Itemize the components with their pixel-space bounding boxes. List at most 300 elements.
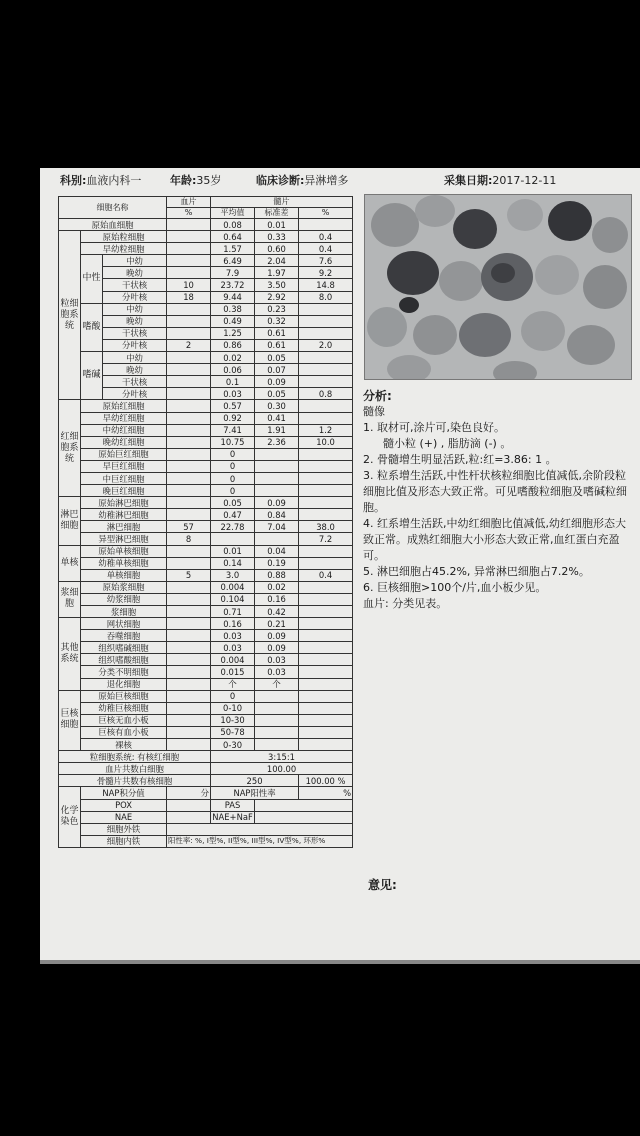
cell-pct [299,557,353,569]
cell-mean: 22.78 [211,521,255,533]
analysis-line: 2. 骨髓增生明显活跃,粒:红=3.86: 1 。 [363,453,557,466]
cell-mean: 0 [211,485,255,497]
cell-blood [167,509,211,521]
page-edge [40,960,640,964]
cell-pct [299,460,353,472]
cell-blood [167,364,211,376]
cell-pct [299,219,353,231]
cell-mean: 0.02 [211,352,255,364]
table-row [59,472,353,484]
cell-name: 分类不明细胞 [81,666,167,678]
cell-blood [167,400,211,412]
analysis-line: 血片: 分类见表。 [363,597,448,610]
cell-sd: 0.16 [255,593,299,605]
cell-name: 异型淋巴细胞 [81,533,167,545]
cell-mean: 0-10 [211,702,255,714]
cell-name: 早幼红细胞 [81,412,167,424]
cell-pct [299,654,353,666]
cell-blood [167,219,211,231]
cell-sd: 0.07 [255,364,299,376]
cell-sd [255,533,299,545]
cell-count-table [58,196,353,848]
cell-blood [167,315,211,327]
cell-mean: 0.03 [211,630,255,642]
cell-mean: 3.0 [211,569,255,581]
cell-blood [167,497,211,509]
cell-mean: 0.57 [211,400,255,412]
cell-sd: 0.23 [255,303,299,315]
cell-name: 中幼 [103,255,167,267]
analysis-section [363,388,635,612]
cell-pct [299,412,353,424]
col-pct: % [167,208,211,219]
cell-sd: 7.04 [255,521,299,533]
cell-pct [299,352,353,364]
analysis-line: 4. 红系增生活跃,中幼红细胞比值减低,幼红细胞形态大致正常。成熟红细胞大小形态大致正常,血红蛋白充盈可。 [363,517,626,562]
cell-mean: 10-30 [211,714,255,726]
table-row [59,279,353,291]
table-row [59,702,353,714]
cell-pct: 2.0 [299,339,353,351]
col-sd: 标准差 [255,208,299,219]
table-row [59,545,353,557]
table-row [59,388,353,400]
cell-sd: 0.05 [255,352,299,364]
cell-mean: 0.004 [211,654,255,666]
analysis-line: 3. 粒系增生活跃,中性杆状核粒细胞比值减低,余阶段粒细胞比值及形态大致正常。可见嗜酸粒细胞及嗜碱粒细胞。 [363,469,627,514]
cell-pct [299,472,353,484]
cell-blood: 2 [167,339,211,351]
cell-blood: 57 [167,521,211,533]
cell-blood [167,243,211,255]
cell-mean: 0.06 [211,364,255,376]
cell-sd: 1.97 [255,267,299,279]
cell-mean: 0.03 [211,388,255,400]
cell-blood [167,327,211,339]
table-row [59,412,353,424]
cell-name: 干状核 [103,376,167,388]
outer-iron-row: 细胞外铁 [59,823,353,835]
cell-blood [167,666,211,678]
cell-pct [299,400,353,412]
nae-row: NAE NAE+NaF [59,811,353,823]
cell-sd: 0.09 [255,642,299,654]
cell-pct: 0.4 [299,569,353,581]
cell-blood [167,630,211,642]
cell-pct [299,545,353,557]
table-row [59,618,353,630]
group-label: 巨核细胞 [59,690,81,750]
cell-blood [167,739,211,751]
cell-blood [167,581,211,593]
cell-pct: 38.0 [299,521,353,533]
table-row [59,424,353,436]
cell-pct: 14.8 [299,279,353,291]
cell-name: 中幼 [103,352,167,364]
cell-blood [167,231,211,243]
cell-pct [299,593,353,605]
cell-pct [299,581,353,593]
cell-blood [167,376,211,388]
cell-pct [299,497,353,509]
cell-mean: 0.47 [211,509,255,521]
cell-name: 组织嗜碱细胞 [81,642,167,654]
cell-mean: 个 [211,678,255,690]
cell-blood: 18 [167,291,211,303]
cell-pct [299,739,353,751]
analysis-line: 5. 淋巴细胞占45.2%, 异常淋巴细胞占7.2%。 [363,565,590,578]
cell-blood [167,255,211,267]
cell-sd: 0.21 [255,618,299,630]
diagnosis: 临床诊断:异淋增多 [256,174,349,187]
cell-pct [299,327,353,339]
cell-pct [299,315,353,327]
table-row [59,666,353,678]
cell-sd [255,714,299,726]
table-row [59,739,353,751]
table-row [59,630,353,642]
cell-sd: 0.33 [255,231,299,243]
table-row [59,521,353,533]
microscope-photo [364,194,632,380]
inner-iron-row: 细胞内铁 阳性率: %, I型%, II型%, III型%, IV型%, 环形% [59,835,353,847]
report-header [40,168,640,190]
cell-pct: 0.4 [299,231,353,243]
cell-pct [299,678,353,690]
table-row [59,569,353,581]
cell-mean: 0 [211,690,255,702]
table-row [59,593,353,605]
cell-blood [167,726,211,738]
cell-mean: 50-78 [211,726,255,738]
group-label: 单核 [59,545,81,581]
cell-blood [167,690,211,702]
table-row [59,654,353,666]
cell-pct: 9.2 [299,267,353,279]
cell-name: 组织嗜酸细胞 [81,654,167,666]
cell-blood [167,352,211,364]
col-marrow: 髓片 [211,197,353,208]
cell-sd: 0.09 [255,497,299,509]
cell-blood [167,618,211,630]
cell-blood [167,557,211,569]
cell-sd: 0.88 [255,569,299,581]
cell-mean: 0 [211,460,255,472]
cell-mean: 0.86 [211,339,255,351]
cell-pct [299,303,353,315]
cell-pct: 1.2 [299,424,353,436]
cell-name: 原始巨核细胞 [81,690,167,702]
cell-blood [167,460,211,472]
table-row [59,726,353,738]
cell-sd: 0.19 [255,557,299,569]
dept: 科别:血液内科一 [60,174,142,187]
table-row [59,267,353,279]
cell-pct: 7.2 [299,533,353,545]
table-row [59,436,353,448]
cell-mean: 0.05 [211,497,255,509]
ratio-row: 粒细胞系统: 有核红细胞 3:15:1 [59,751,353,763]
marrow-total-row: 骨髓片共数有核细胞 250 100.00 % [59,775,353,787]
cell-name: 原始粒细胞 [81,231,167,243]
cell-mean: 0.38 [211,303,255,315]
cell-mean [211,533,255,545]
cell-sd: 0.42 [255,606,299,618]
blood-total-row: 血片共数白细胞 100.00 [59,763,353,775]
cell-pct [299,630,353,642]
cell-pct [299,448,353,460]
analysis-title: 分析: [363,389,392,403]
cell-name: 原始淋巴细胞 [81,497,167,509]
cell-pct [299,702,353,714]
cell-sd: 0.03 [255,666,299,678]
cell-mean: 0.015 [211,666,255,678]
cell-name: 晚幼 [103,364,167,376]
table-row [59,606,353,618]
table-row [59,485,353,497]
cell-mean: 0.01 [211,545,255,557]
cell-pct [299,509,353,521]
cell-mean: 1.57 [211,243,255,255]
cell-mean: 0.16 [211,618,255,630]
cell-sd [255,690,299,702]
cell-mean: 1.25 [211,327,255,339]
cell-name: 巨核无血小板 [81,714,167,726]
cell-pct [299,364,353,376]
cell-sd [255,485,299,497]
cell-name: 巨核有血小板 [81,726,167,738]
cell-pct [299,726,353,738]
table-row [59,255,353,267]
cell-name: 网状细胞 [81,618,167,630]
cell-blood [167,714,211,726]
cell-pct: 0.8 [299,388,353,400]
cell-blood [167,303,211,315]
table-row [59,400,353,412]
cell-sd: 0.84 [255,509,299,521]
cell-mean: 9.44 [211,291,255,303]
cell-name: 原始巨红细胞 [81,448,167,460]
cell-sd: 0.05 [255,388,299,400]
cell-blood [167,436,211,448]
cell-sd [255,448,299,460]
cell-sd: 0.32 [255,315,299,327]
cell-pct: 8.0 [299,291,353,303]
cell-name: 退化细胞 [81,678,167,690]
table-row [59,581,353,593]
age: 年龄:35岁 [170,174,222,187]
cell-sd [255,460,299,472]
cell-name: 分叶核 [103,339,167,351]
cell-name: 原始单核细胞 [81,545,167,557]
cell-pct [299,642,353,654]
col-blood: 血片 [167,197,211,208]
cell-mean: 0.49 [211,315,255,327]
cell-mean: 0-30 [211,739,255,751]
table-row [59,315,353,327]
cell-blood: 10 [167,279,211,291]
cell-mean: 0.08 [211,219,255,231]
table-row [59,509,353,521]
table-header [59,197,353,208]
cell-sd [255,739,299,751]
cell-mean: 0.14 [211,557,255,569]
group-label: 淋巴细胞 [59,497,81,545]
cell-name: 晚幼 [103,315,167,327]
cell-blood [167,593,211,605]
cell-blood: 5 [167,569,211,581]
cell-name: 幼稚单核细胞 [81,557,167,569]
cell-sd: 0.61 [255,327,299,339]
cell-sd: 2.92 [255,291,299,303]
cell-pct [299,714,353,726]
cell-sd: 3.50 [255,279,299,291]
cell-sd: 0.30 [255,400,299,412]
cell-blood [167,642,211,654]
table-row [59,352,353,364]
group-label: 其他系统 [59,618,81,691]
cell-name: 裸核 [81,739,167,751]
cell-mean: 0.64 [211,231,255,243]
cell-name: 晚幼 [103,267,167,279]
cell-blood [167,606,211,618]
opinion-label: 意见: [368,878,397,892]
cell-blood [167,485,211,497]
col-mean: 平均值 [211,208,255,219]
table-row [59,497,353,509]
cell-mean: 0 [211,448,255,460]
table-row [59,376,353,388]
table-row [59,690,353,702]
cell-sd: 0.09 [255,376,299,388]
cell-mean: 0 [211,472,255,484]
cell-name: 中幼 [103,303,167,315]
table-row [59,678,353,690]
cell-name: 单核细胞 [81,569,167,581]
table-row [59,642,353,654]
cell-pct [299,618,353,630]
cell-mean: 0.03 [211,642,255,654]
cell-sd: 1.91 [255,424,299,436]
table-row [59,303,353,315]
cell-name: 早巨红细胞 [81,460,167,472]
cell-blood [167,654,211,666]
cell-blood: 8 [167,533,211,545]
table-row [59,460,353,472]
cell-name: 早幼粒细胞 [81,243,167,255]
cell-pct: 0.4 [299,243,353,255]
cell-mean: 6.49 [211,255,255,267]
cell-blood [167,545,211,557]
cell-blood [167,388,211,400]
cell-sd: 0.01 [255,219,299,231]
cell-sd: 2.36 [255,436,299,448]
cell-pct: 10.0 [299,436,353,448]
cell-sd: 0.02 [255,581,299,593]
subgroup-label: 嗜酸 [81,303,103,351]
group-label: 浆细胞 [59,581,81,617]
cell-mean: 23.72 [211,279,255,291]
cell-name: 淋巴细胞 [81,521,167,533]
report-paper [40,168,640,964]
cell-blood [167,267,211,279]
cell-blood [167,472,211,484]
cell-name: 干状核 [103,279,167,291]
table-row [59,557,353,569]
cell-blood [167,448,211,460]
cell-pct [299,606,353,618]
chem-group: 化学染色 [59,787,81,847]
cell-name: 晚幼红细胞 [81,436,167,448]
cell-name: 幼稚巨核细胞 [81,702,167,714]
cell-name: 原始浆细胞 [81,581,167,593]
group-label: 粒细胞系统 [59,231,81,400]
table-row: 原始血细胞 0.08 0.01 [59,219,353,231]
cell-sd [255,726,299,738]
cell-name: 幼浆细胞 [81,593,167,605]
cell-sd: 0.03 [255,654,299,666]
subgroup-label: 嗜碱 [81,352,103,400]
table-row [59,243,353,255]
cell-sd: 0.41 [255,412,299,424]
cell-sd: 个 [255,678,299,690]
table-row [59,327,353,339]
table-row [59,231,353,243]
cell-blood [167,702,211,714]
cell-sd: 2.04 [255,255,299,267]
analysis-line: 6. 巨核细胞>100个/片,血小板少见。 [363,581,547,594]
subgroup-label: 中性 [81,255,103,303]
cell-blood [167,678,211,690]
cell-name: 晚巨红细胞 [81,485,167,497]
cell-sd [255,702,299,714]
cell-mean: 0.1 [211,376,255,388]
cell-sd: 0.61 [255,339,299,351]
group-label: 红细胞系统 [59,400,81,497]
cell-name: 分叶核 [103,388,167,400]
cell-mean: 0.104 [211,593,255,605]
analysis-subtitle: 髓像 [363,405,385,418]
cell-sd [255,472,299,484]
cell-name: 原始红细胞 [81,400,167,412]
cell-name: 吞噬细胞 [81,630,167,642]
cell-name: 中幼红细胞 [81,424,167,436]
cell-pct [299,666,353,678]
cell-blood [167,424,211,436]
col-pct2: % [299,208,353,219]
table-row [59,714,353,726]
cell-mean: 7.41 [211,424,255,436]
nap-row: 化学染色 NAP积分值 分 NAP阳性率 % [59,787,353,799]
table-row [59,364,353,376]
cell-name: 中巨红细胞 [81,472,167,484]
cell-pct [299,376,353,388]
cell-name: 幼稚淋巴细胞 [81,509,167,521]
cell-name: 干状核 [103,327,167,339]
cell-pct [299,485,353,497]
analysis-line: 髓小粒 (+) , 脂肪滴 (-) 。 [383,437,512,450]
table-row [59,533,353,545]
cell-mean: 10.75 [211,436,255,448]
cell-blood [167,412,211,424]
cell-pct: 7.6 [299,255,353,267]
table-row [59,448,353,460]
cell-sd: 0.04 [255,545,299,557]
cell-name: 浆细胞 [81,606,167,618]
table-row [59,291,353,303]
analysis-line: 1. 取材可,涂片可,染色良好。 [363,421,505,434]
table-row [59,339,353,351]
